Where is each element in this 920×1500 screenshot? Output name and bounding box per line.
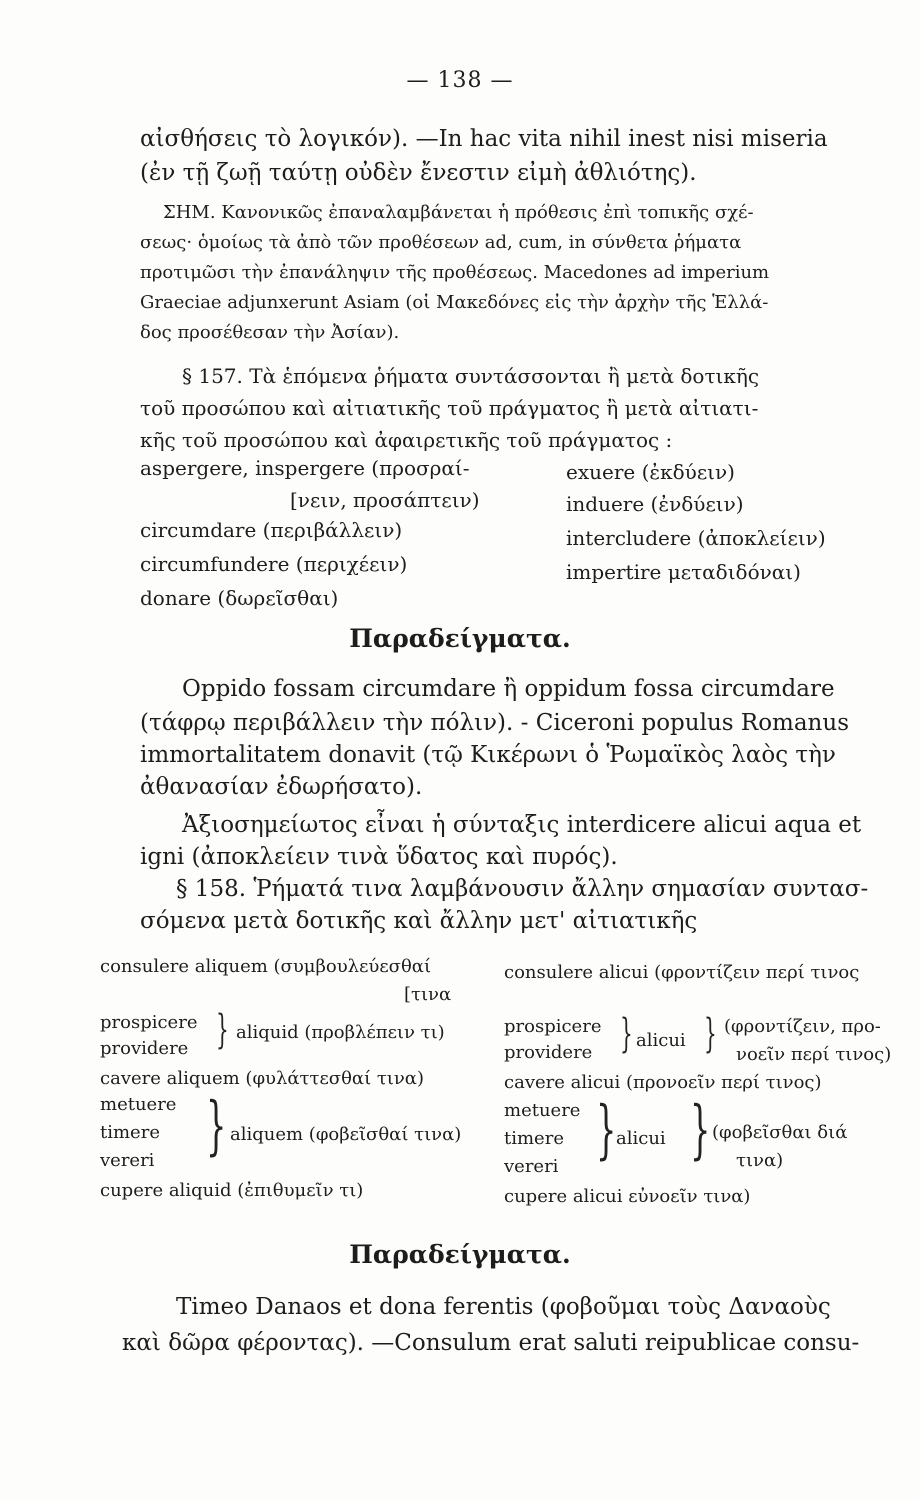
table-left-entry: cupere aliquid (ἐπιθυμεῖν τι) <box>100 1180 364 1201</box>
table-right-entry: providere <box>504 1042 593 1063</box>
verb-item: circumfundere (περιχέειν) <box>140 552 408 576</box>
table-left-entry: consulere aliquem (συμβουλεύεσθαί <box>100 956 432 977</box>
table-left-entry: cavere aliquem (φυλάττεσθαί τινα) <box>100 1068 424 1089</box>
verb-item: induere (ἐνδύειν) <box>566 492 744 516</box>
text-line: αἰσθήσεις τὸ λογικόν). —In hac vita nihil inest nisi miseria <box>140 126 828 152</box>
examples-heading: Παραδείγματα. <box>349 1240 571 1269</box>
section-157-line: κῆς τοῦ προσώπου καὶ ἀφαιρετικῆς τοῦ πράγματος : <box>140 428 673 452</box>
table-left-entry: metuere <box>100 1094 177 1115</box>
table-right-entry: vereri <box>504 1156 559 1177</box>
table-left-entry: vereri <box>100 1150 155 1171</box>
table-right-entry: (φοβεῖσθαι διά <box>712 1122 848 1143</box>
table-left-entry: aliquid (προβλέπειν τι) <box>236 1022 445 1043</box>
brace-icon: } <box>216 1007 229 1053</box>
verb-item: donare (δωρεῖσθαι) <box>140 586 339 610</box>
table-left-entry: providere <box>100 1038 189 1059</box>
table-right-entry: cavere alicui (προνοεῖν περί τινος) <box>504 1072 822 1093</box>
note-line: ΣΗΜ. Κανονικῶς ἐπαναλαμβάνεται ἡ πρόθεσις ἐπὶ τοπικῆς σχέ- <box>163 202 754 223</box>
verb-item: circumdare (περιβάλλειν) <box>140 518 403 542</box>
table-right-entry: prospicere <box>504 1016 602 1037</box>
table-left-entry: aliquem (φοβεῖσθαί τινα) <box>230 1124 462 1145</box>
table-left-entry: prospicere <box>100 1012 198 1033</box>
text-line: (ἐν τῇ ζωῇ ταύτῃ οὐδὲν ἔνεστιν εἰμὴ ἀθλιότης). <box>140 160 697 186</box>
section-157-line: § 157. Τὰ ἑπόμενα ῥήματα συντάσσονται ἢ μετὰ δοτικῆς <box>182 364 760 388</box>
example-line: ἀθανασίαν ἐδωρήσατο). <box>140 774 423 800</box>
table-right-entry: cupere alicui εὐνοεῖν τινα) <box>504 1186 751 1207</box>
table-right-entry: alicui <box>636 1030 686 1051</box>
table-right-entry: metuere <box>504 1100 581 1121</box>
note-line: Graeciae adjunxerunt Asiam (οἱ Μακεδόνες εἰς τὴν ἀρχὴν τῆς Ἑλλά- <box>140 292 769 313</box>
note-line: σεως· ὁμοίως τὰ ἀπὸ τῶν προθέσεων ad, cum, in σύνθετα ῥήματα <box>140 232 742 253</box>
table-right-entry: alicui <box>616 1128 666 1149</box>
verb-item: [νειν, προσάπτειν) <box>290 488 480 512</box>
table-right-entry: consulere alicui (φροντίζειν περί τινος <box>504 962 860 983</box>
table-right-entry: timere <box>504 1128 564 1149</box>
verb-item: intercludere (ἀποκλείειν) <box>566 526 826 550</box>
table-right-entry: νοεῖν περί τινος) <box>736 1044 892 1065</box>
example-line: Timeo Danaos et dona ferentis (φοβοῦμαι τοὺς Δαναοὺς <box>176 1294 831 1320</box>
note-line: προτιμῶσι τὴν ἐπανάληψιν τῆς προθέσεως. Macedones ad imperium <box>140 262 770 283</box>
examples-heading: Παραδείγματα. <box>349 624 571 653</box>
page-number: — 138 — <box>406 68 514 93</box>
example-line: καὶ δῶρα φέροντας). —Consulum erat saluti reipublicae consu- <box>122 1330 860 1356</box>
example-line: immortalitatem donavit (τῷ Κικέρωνι ὁ Ῥωμαϊκὸς λαὸς τὴν <box>140 742 836 768</box>
table-left-entry: [τινα <box>404 984 452 1005</box>
example-line: (τάφρῳ περιβάλλειν τὴν πόλιν). - Ciceroni populus Romanus <box>140 710 849 736</box>
verb-item: exuere (ἐκδύειν) <box>566 460 735 484</box>
verb-item: aspergere, inspergere (προσραί- <box>140 456 470 480</box>
note-line: δος προσέθεσαν τὴν Ἀσίαν). <box>140 322 400 343</box>
example-line: σόμενα μετὰ δοτικῆς καὶ ἄλλην μετ' αἰτιατικῆς <box>140 908 698 934</box>
table-right-entry: (φροντίζειν, προ- <box>724 1016 881 1037</box>
table-left-entry: timere <box>100 1122 160 1143</box>
brace-icon: } <box>704 1011 717 1057</box>
example-line: § 158. Ῥήματά τινα λαμβάνουσιν ἄλλην σημασίαν συντασ- <box>176 876 869 902</box>
example-line: Oppido fossam circumdare ἢ oppidum fossa circumdare <box>182 676 835 702</box>
brace-icon: } <box>596 1093 617 1167</box>
brace-icon: } <box>206 1089 227 1163</box>
brace-icon: } <box>690 1093 711 1167</box>
example-line: igni (ἀποκλείειν τινὰ ὕδατος καὶ πυρός). <box>140 844 618 870</box>
table-right-entry: τινα) <box>736 1150 784 1171</box>
brace-icon: } <box>620 1011 633 1057</box>
section-157-line: τοῦ προσώπου καὶ αἰτιατικῆς τοῦ πράγματος ἢ μετὰ αἰτιατι- <box>140 396 759 420</box>
verb-item: impertire μεταδιδόναι) <box>566 560 801 584</box>
example-line: Ἀξιοσημείωτος εἶναι ἡ σύνταξις interdicere alicui aqua et <box>182 812 862 838</box>
